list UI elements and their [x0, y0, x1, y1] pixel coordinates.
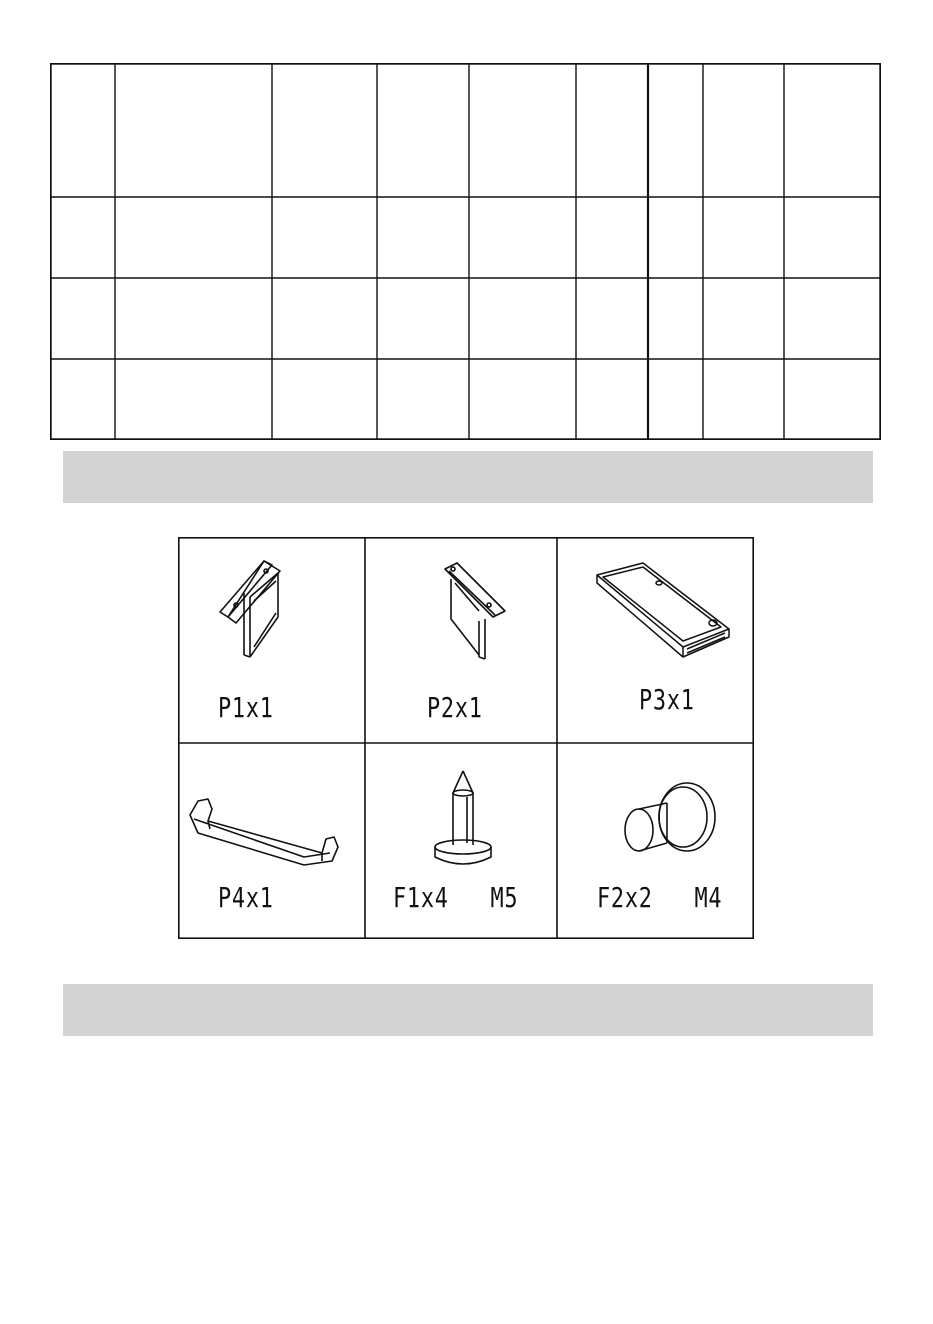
part-label-f2: F2x2 M4: [597, 881, 723, 914]
specification-table: [50, 63, 881, 440]
part-label-p2: P2x1: [427, 691, 483, 724]
screw-m5-icon: [433, 767, 493, 867]
screw-m4-icon: [621, 781, 721, 861]
part-label-f1: F1x4 M5: [393, 881, 519, 914]
specification-table-grid: [50, 63, 881, 440]
part-label-p4: P4x1: [218, 881, 274, 914]
mounting-bracket-right-icon: [439, 559, 519, 664]
parts-list-grid: [178, 537, 754, 939]
section-header-bar: [63, 451, 873, 503]
handle-icon: [184, 795, 344, 873]
drawer-tray-icon: [593, 557, 733, 667]
part-cell-p1: [178, 537, 365, 743]
part-cell-f2: [557, 743, 754, 939]
part-cell-p3: [557, 537, 754, 743]
part-cell-p2: [365, 537, 557, 743]
part-cell-p4: [178, 743, 365, 939]
section-header-bar: [63, 984, 873, 1036]
part-label-p3: P3x1: [639, 683, 695, 716]
mounting-bracket-left-icon: [214, 557, 294, 662]
part-cell-f1: [365, 743, 557, 939]
part-label-p1: P1x1: [218, 691, 274, 724]
